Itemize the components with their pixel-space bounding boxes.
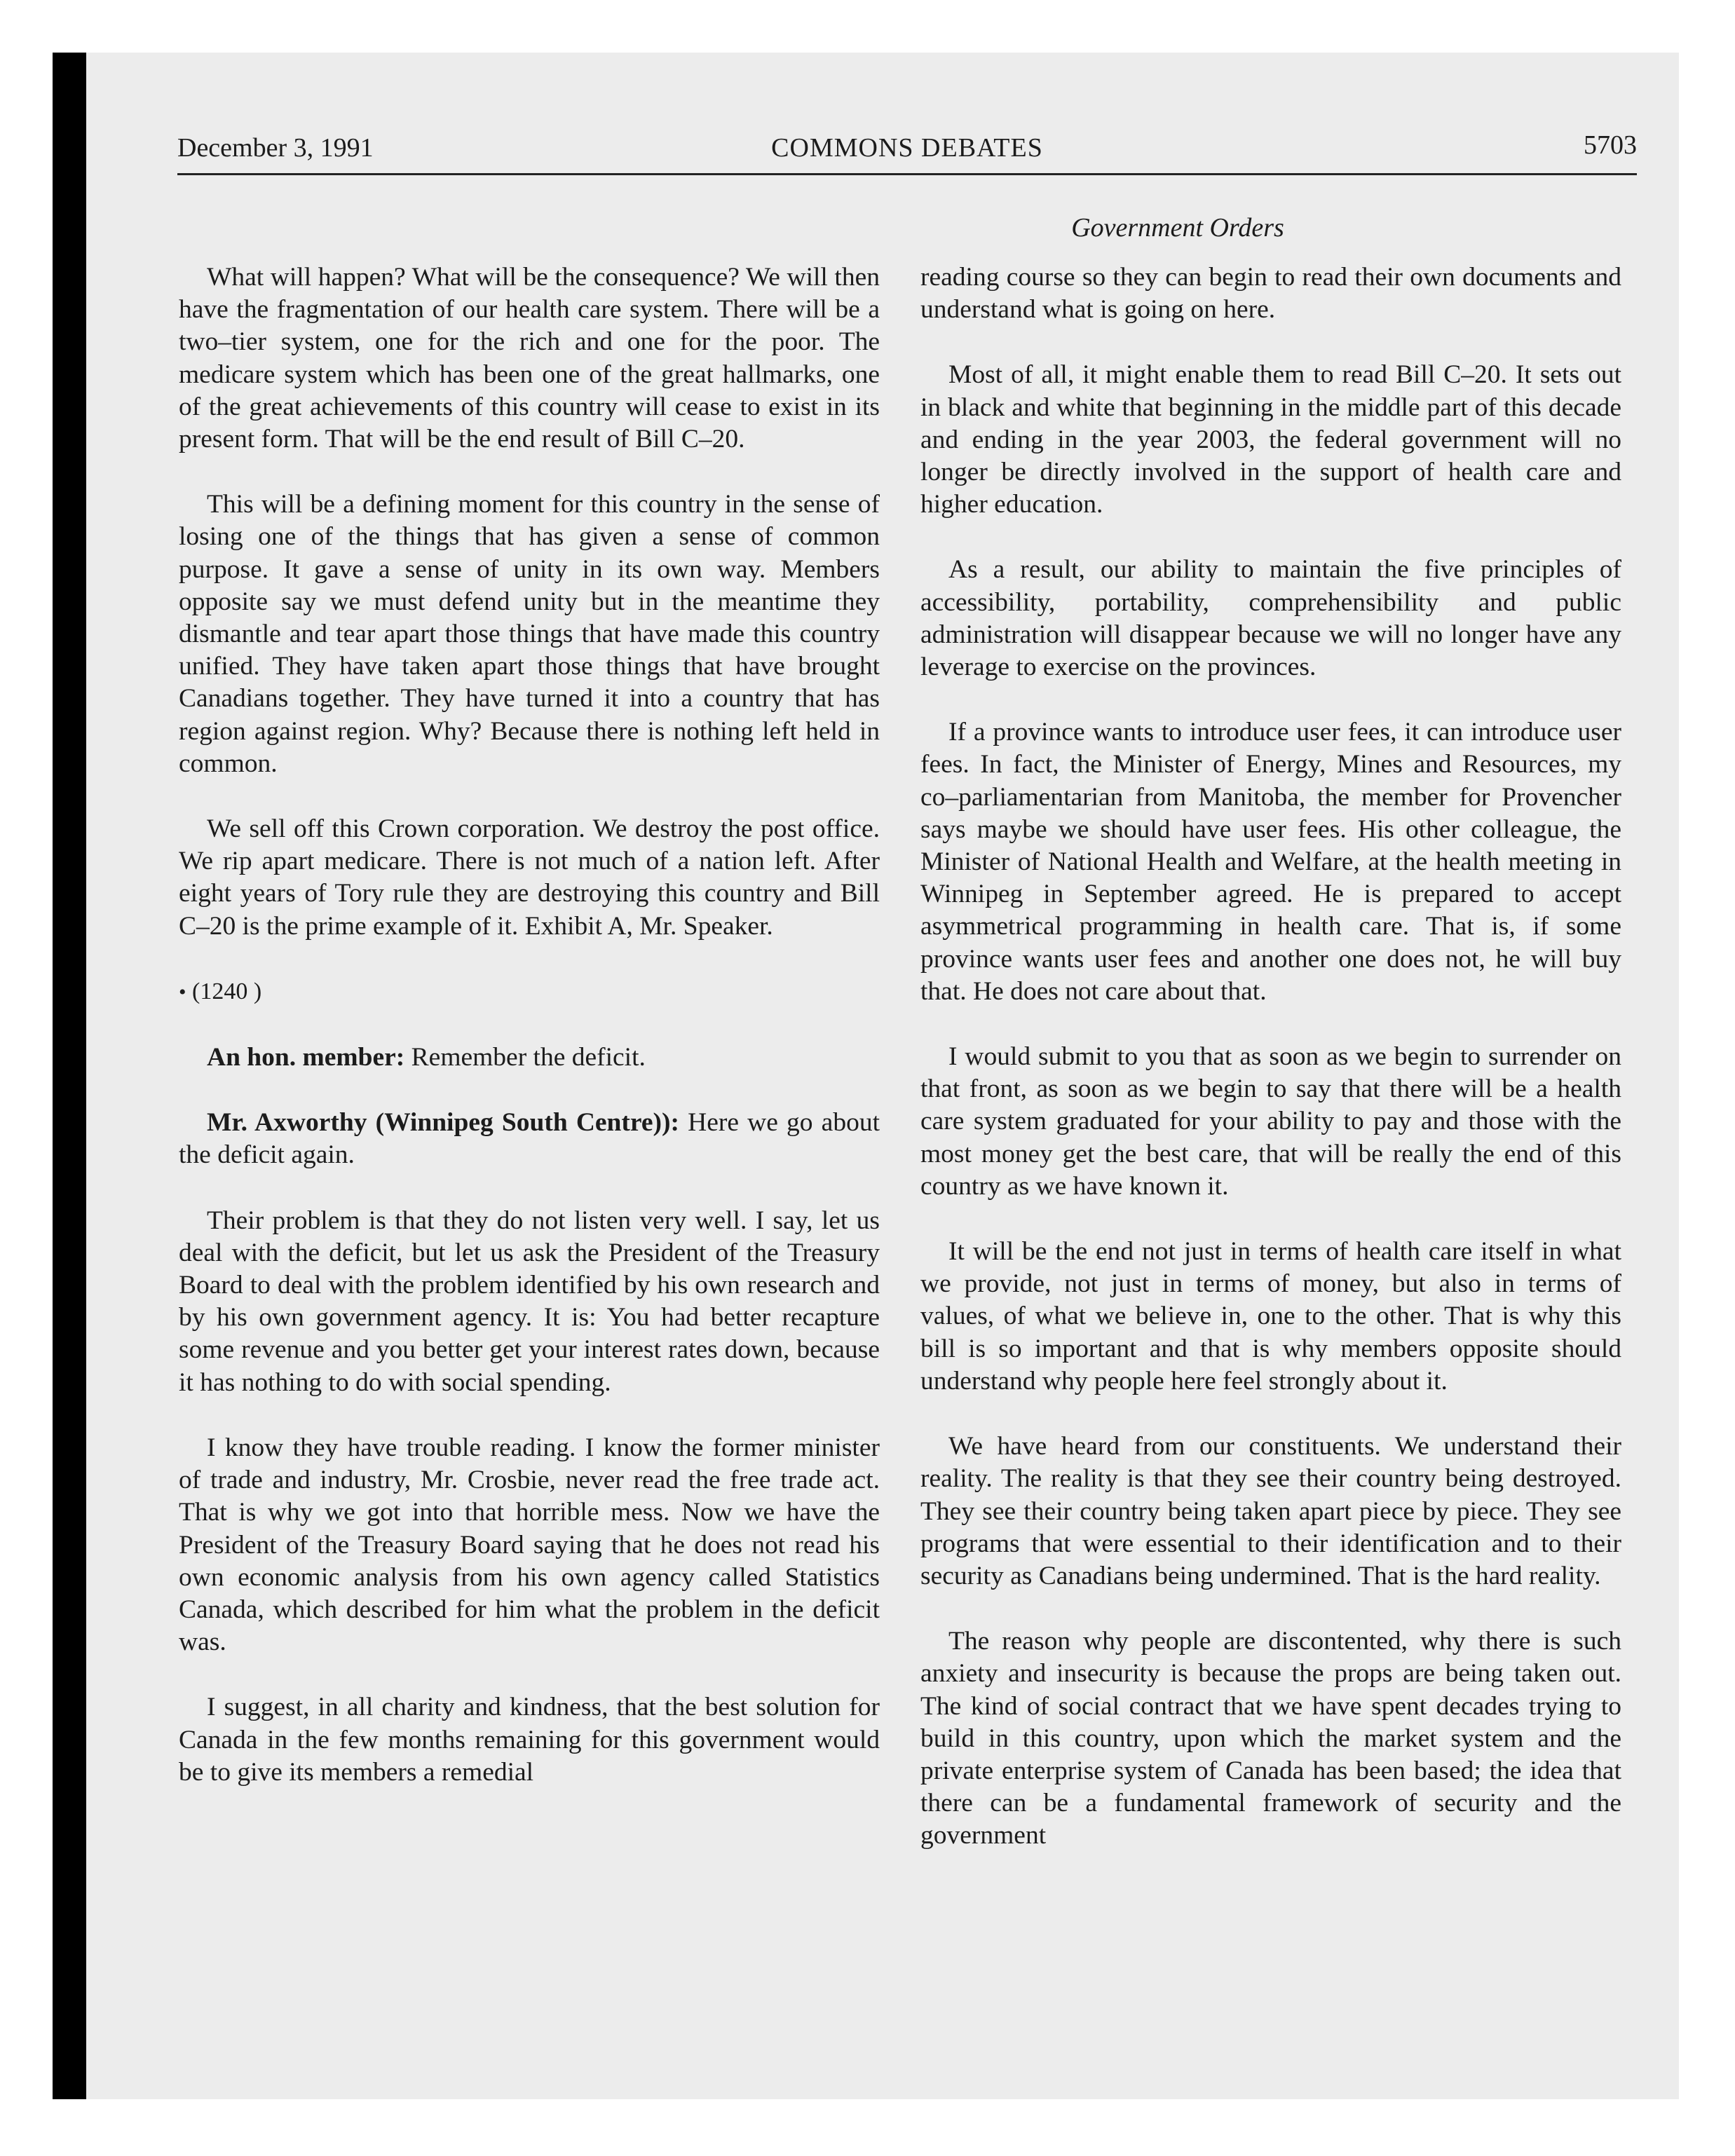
paragraph: We have heard from our constituents. We understand their reality. The reality is that they see their country being destroyed. They see their country being taken apart piece by piece. They see programs that were essential to their identification and to their security as Canadians being undermined. That is the hard reality. — [920, 1432, 1621, 1590]
paragraph: It will be the end not just in terms of health care itself in what we provide, not just in terms of money, but also in terms of values, of what we believe in, one to the other. That is why this bill is so important and that is why members opposite should understand why people here feel strongly about it. — [920, 1237, 1621, 1396]
interjection — [179, 1042, 880, 1074]
paragraph: If a province wants to introduce user fees, it can introduce user fees. In fact, the Minister of Energy, Mines and Resources, my co–parliamentarian from Manitoba, the member for Provencher says maybe we should have user fees. His other colleague, the Minister of National Health and Welfare, at the health meeting in Winnipeg in September agreed. He is prepared to accept asymmetrical programming in health care. That is, if some province wants user fees and another one does not, he will buy that. He does not care about that. — [920, 718, 1621, 1006]
time-stamp: (1240 ) — [192, 978, 262, 1004]
paragraph: Most of all, it might enable them to read Bill C–20. It sets out in black and white that beginning in the middle part of this decade and ending in the year 2003, the federal government will no longer be directly involved in the support of health care and higher education. — [920, 360, 1621, 519]
header-date: December 3, 1991 — [177, 133, 374, 163]
page-number: 5703 — [1584, 130, 1637, 160]
section-label: Government Orders — [1071, 213, 1284, 243]
paragraph: I suggest, in all charity and kindness, that the best solution for Canada in the few months remaining for this government would be to give its members a remedial — [179, 1693, 880, 1787]
speech-start — [179, 1107, 880, 1171]
speaker-name: Mr. Axworthy (Winnipeg South Centre)): — [207, 1108, 679, 1138]
paragraph: What will happen? What will be the consequence? We will then have the fragmentation of our health care system. There will be a two–tier system, one for the rich and one for the poor. The medicare system which has been one of the great hallmarks, one of the great achievements of this country will cease to exist in its present form. That will be the end result of Bill C–20. — [179, 263, 880, 454]
scanned-page — [53, 53, 1679, 2099]
paragraph: Their problem is that they do not listen very well. I say, let us deal with the deficit, but let us ask the President of the Treasury Board to deal with the problem identified by his own research and by his own government agency. It is: You had better recapture some revenue and you better get your interest rates down, because it has nothing to do with social spending. — [179, 1206, 880, 1397]
binding-edge — [53, 53, 86, 2099]
paragraph: I know they have trouble reading. I know the former minister of trade and industry, Mr. Crosbie, never read the free trade act. That is why we got into that horrible mess. Now we have the President of the Treasury Board saying that he does not read his own economic analysis from his own agency called Statistics Canada, which described for him what the problem in the deficit was. — [179, 1433, 880, 1657]
speaker-name: An hon. member: — [207, 1043, 405, 1072]
paragraph: I would submit to you that as soon as we begin to surrender on that front, as soon as we begin to say that there will be a health care system graduated for your ability to pay and those with the most money get the best care, that will be really the end of this country as we have known it. — [920, 1042, 1621, 1201]
bullet-icon: • — [179, 980, 186, 1004]
paragraph: The reason why people are discontented, why there is such anxiety and insecurity is because the props are being taken out. The kind of social contract that we have spent decades trying to build in this country, upon which the market system and the private enterprise system of Canada has been based; the idea that there can be a fundamental framework of security and the government — [920, 1627, 1621, 1850]
speech-text: Here we go about the deficit again. — [179, 1108, 880, 1170]
right-column — [920, 261, 1621, 1885]
paragraph: This will be a defining moment for this country in the sense of losing one of the things that has given a sense of common purpose. It gave a sense of unity in its own way. Members opposite say we must defend unity but in the meantime they dismantle and tear apart those things that have made this country unified. They have taken apart those things that have brought Canadians together. They have turned it into a country that has region against region. Why? Because there is nothing left held in common. — [179, 490, 880, 778]
page-header — [177, 131, 1637, 175]
time-marker — [179, 976, 880, 1009]
left-column — [179, 261, 880, 1822]
paragraph: As a result, our ability to maintain the five principles of accessibility, portability, comprehensibility and public administration will disappear because we will no longer have any leverage to exercise on the provinces. — [920, 555, 1621, 682]
publication-title: COMMONS DEBATES — [771, 133, 1043, 163]
interjection-text: Remember the deficit. — [404, 1043, 646, 1072]
paragraph: We sell off this Crown corporation. We destroy the post office. We rip apart medicare. There is not much of a nation left. After eight years of Tory rule they are destroying this country and Bill C–20 is the prime example of it. Exhibit A, Mr. Speaker. — [179, 814, 880, 941]
paragraph-continued: reading course so they can begin to read their own documents and understand what is going on here. — [920, 263, 1621, 325]
